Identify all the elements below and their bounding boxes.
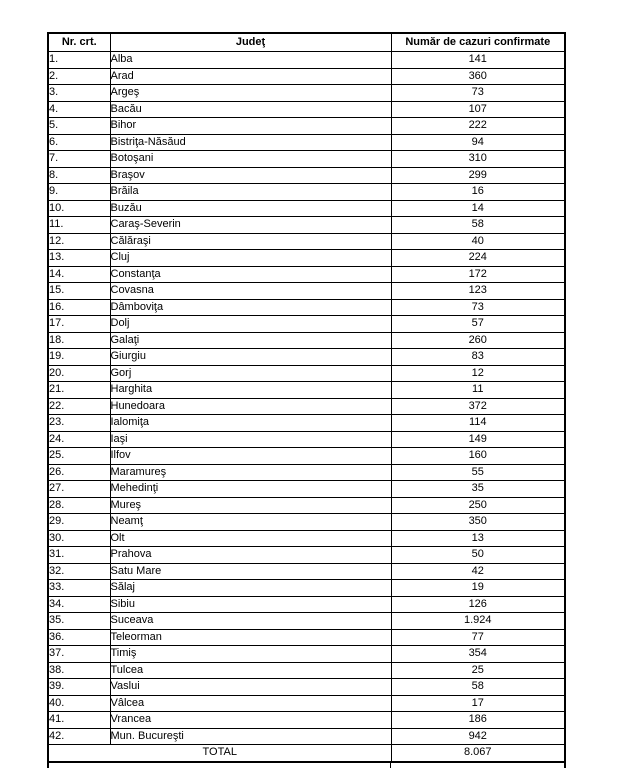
cases-count: 186 — [391, 712, 565, 729]
county-name: Argeş — [110, 85, 391, 102]
table-continuation-stub-left — [47, 763, 49, 768]
county-name: Cluj — [110, 250, 391, 267]
county-name: Mehedinţi — [110, 481, 391, 498]
table-row — [48, 118, 565, 135]
table-row — [48, 530, 565, 547]
cases-count: 260 — [391, 332, 565, 349]
col-header-judet: Judeţ — [110, 33, 391, 52]
county-name: Teleorman — [110, 629, 391, 646]
cases-count: 310 — [391, 151, 565, 168]
table-continuation-stub-mid — [390, 763, 391, 768]
row-number: 29. — [48, 514, 110, 531]
row-number: 3. — [48, 85, 110, 102]
table-row — [48, 514, 565, 531]
table-body — [48, 52, 565, 745]
table-row — [48, 613, 565, 630]
county-name: Suceava — [110, 613, 391, 630]
cases-count: 172 — [391, 266, 565, 283]
county-name: Covasna — [110, 283, 391, 300]
row-number: 26. — [48, 464, 110, 481]
table-continuation-stub-right — [564, 763, 566, 768]
table-row — [48, 398, 565, 415]
county-name: Brăila — [110, 184, 391, 201]
row-number: 9. — [48, 184, 110, 201]
county-name: Bistriţa-Năsăud — [110, 134, 391, 151]
col-header-nr-crt: Nr. crt. — [48, 33, 110, 52]
cases-count: 14 — [391, 200, 565, 217]
county-name: Iaşi — [110, 431, 391, 448]
table-row — [48, 547, 565, 564]
confirmed-cases-table — [47, 32, 566, 763]
row-number: 16. — [48, 299, 110, 316]
table-row — [48, 184, 565, 201]
county-name: Braşov — [110, 167, 391, 184]
cases-count: 55 — [391, 464, 565, 481]
row-number: 23. — [48, 415, 110, 432]
table-row — [48, 464, 565, 481]
county-name: Prahova — [110, 547, 391, 564]
county-name: Timiş — [110, 646, 391, 663]
table-row — [48, 332, 565, 349]
county-name: Harghita — [110, 382, 391, 399]
county-name: Tulcea — [110, 662, 391, 679]
row-number: 1. — [48, 52, 110, 69]
table-row — [48, 580, 565, 597]
total-row — [48, 745, 565, 762]
county-name: Sibiu — [110, 596, 391, 613]
cases-count: 149 — [391, 431, 565, 448]
table-row — [48, 217, 565, 234]
county-name: Giurgiu — [110, 349, 391, 366]
table-row — [48, 646, 565, 663]
table-row — [48, 679, 565, 696]
row-number: 31. — [48, 547, 110, 564]
row-number: 35. — [48, 613, 110, 630]
row-number: 14. — [48, 266, 110, 283]
row-number: 10. — [48, 200, 110, 217]
county-name: Vrancea — [110, 712, 391, 729]
row-number: 20. — [48, 365, 110, 382]
cases-count: 77 — [391, 629, 565, 646]
table-row — [48, 266, 565, 283]
table-row — [48, 167, 565, 184]
row-number: 37. — [48, 646, 110, 663]
table-row — [48, 431, 565, 448]
cases-count: 114 — [391, 415, 565, 432]
table-row — [48, 448, 565, 465]
cases-table-wrap — [47, 32, 566, 763]
table-row — [48, 299, 565, 316]
total-value: 8.067 — [391, 745, 565, 762]
cases-count: 11 — [391, 382, 565, 399]
cases-count: 224 — [391, 250, 565, 267]
county-name: Arad — [110, 68, 391, 85]
cases-count: 160 — [391, 448, 565, 465]
county-name: Satu Mare — [110, 563, 391, 580]
table-row — [48, 283, 565, 300]
table-footer — [48, 745, 565, 762]
county-name: Mun. Bucureşti — [110, 728, 391, 745]
county-name: Călăraşi — [110, 233, 391, 250]
row-number: 33. — [48, 580, 110, 597]
cases-count: 141 — [391, 52, 565, 69]
county-name: Dolj — [110, 316, 391, 333]
cases-count: 73 — [391, 299, 565, 316]
row-number: 4. — [48, 101, 110, 118]
cases-count: 350 — [391, 514, 565, 531]
table-header — [48, 33, 565, 52]
county-name: Mureş — [110, 497, 391, 514]
table-row — [48, 85, 565, 102]
cases-count: 19 — [391, 580, 565, 597]
county-name: Sălaj — [110, 580, 391, 597]
county-name: Ialomiţa — [110, 415, 391, 432]
cases-count: 360 — [391, 68, 565, 85]
table-row — [48, 563, 565, 580]
row-number: 5. — [48, 118, 110, 135]
table-row — [48, 316, 565, 333]
table-row — [48, 415, 565, 432]
table-row — [48, 695, 565, 712]
row-number: 24. — [48, 431, 110, 448]
table-row — [48, 712, 565, 729]
table-row — [48, 68, 565, 85]
total-label: TOTAL — [48, 745, 391, 762]
county-name: Maramureş — [110, 464, 391, 481]
table-row — [48, 596, 565, 613]
table-row — [48, 151, 565, 168]
row-number: 28. — [48, 497, 110, 514]
row-number: 32. — [48, 563, 110, 580]
row-number: 27. — [48, 481, 110, 498]
row-number: 7. — [48, 151, 110, 168]
table-row — [48, 497, 565, 514]
county-name: Vaslui — [110, 679, 391, 696]
row-number: 25. — [48, 448, 110, 465]
cases-count: 13 — [391, 530, 565, 547]
cases-count: 40 — [391, 233, 565, 250]
row-number: 17. — [48, 316, 110, 333]
cases-count: 17 — [391, 695, 565, 712]
row-number: 6. — [48, 134, 110, 151]
county-name: Constanţa — [110, 266, 391, 283]
county-name: Hunedoara — [110, 398, 391, 415]
county-name: Neamţ — [110, 514, 391, 531]
county-name: Galaţi — [110, 332, 391, 349]
county-name: Olt — [110, 530, 391, 547]
table-row — [48, 662, 565, 679]
row-number: 30. — [48, 530, 110, 547]
table-row — [48, 629, 565, 646]
row-number: 38. — [48, 662, 110, 679]
col-header-cazuri: Număr de cazuri confirmate — [391, 33, 565, 52]
cases-count: 107 — [391, 101, 565, 118]
cases-count: 58 — [391, 217, 565, 234]
table-row — [48, 101, 565, 118]
header-row — [48, 33, 565, 52]
row-number: 19. — [48, 349, 110, 366]
county-name: Dâmboviţa — [110, 299, 391, 316]
cases-count: 58 — [391, 679, 565, 696]
county-name: Botoşani — [110, 151, 391, 168]
cases-count: 73 — [391, 85, 565, 102]
county-name: Ilfov — [110, 448, 391, 465]
cases-count: 1.924 — [391, 613, 565, 630]
cases-count: 42 — [391, 563, 565, 580]
county-name: Gorj — [110, 365, 391, 382]
table-row — [48, 382, 565, 399]
county-name: Vâlcea — [110, 695, 391, 712]
row-number: 8. — [48, 167, 110, 184]
row-number: 12. — [48, 233, 110, 250]
row-number: 42. — [48, 728, 110, 745]
row-number: 11. — [48, 217, 110, 234]
row-number: 36. — [48, 629, 110, 646]
row-number: 34. — [48, 596, 110, 613]
cases-count: 372 — [391, 398, 565, 415]
table-row — [48, 200, 565, 217]
row-number: 41. — [48, 712, 110, 729]
row-number: 15. — [48, 283, 110, 300]
table-row — [48, 728, 565, 745]
cases-count: 35 — [391, 481, 565, 498]
cases-count: 354 — [391, 646, 565, 663]
row-number: 21. — [48, 382, 110, 399]
table-row — [48, 349, 565, 366]
county-name: Bacău — [110, 101, 391, 118]
row-number: 40. — [48, 695, 110, 712]
cases-count: 57 — [391, 316, 565, 333]
table-row — [48, 52, 565, 69]
county-name: Caraş-Severin — [110, 217, 391, 234]
cases-count: 250 — [391, 497, 565, 514]
county-name: Bihor — [110, 118, 391, 135]
row-number: 13. — [48, 250, 110, 267]
cases-count: 222 — [391, 118, 565, 135]
row-number: 18. — [48, 332, 110, 349]
county-name: Alba — [110, 52, 391, 69]
cases-count: 126 — [391, 596, 565, 613]
cases-count: 83 — [391, 349, 565, 366]
cases-count: 16 — [391, 184, 565, 201]
table-row — [48, 134, 565, 151]
table-row — [48, 250, 565, 267]
cases-count: 12 — [391, 365, 565, 382]
cases-count: 942 — [391, 728, 565, 745]
table-row — [48, 365, 565, 382]
table-row — [48, 233, 565, 250]
cases-count: 25 — [391, 662, 565, 679]
row-number: 22. — [48, 398, 110, 415]
table-row — [48, 481, 565, 498]
row-number: 39. — [48, 679, 110, 696]
cases-count: 94 — [391, 134, 565, 151]
cases-count: 299 — [391, 167, 565, 184]
county-name: Buzău — [110, 200, 391, 217]
row-number: 2. — [48, 68, 110, 85]
cases-count: 50 — [391, 547, 565, 564]
cases-count: 123 — [391, 283, 565, 300]
